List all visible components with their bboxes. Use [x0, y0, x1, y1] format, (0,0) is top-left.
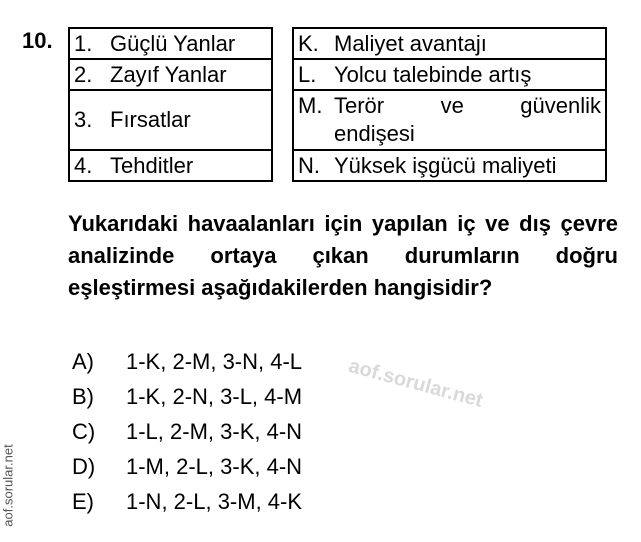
right-list-row — [293, 150, 606, 181]
right-list-table — [292, 27, 607, 182]
left-item-label: Fırsatlar — [110, 107, 191, 132]
question-text: Yukarıdaki havaalanları için yapılan iç ve dış çevre analizinde ortaya çıkan durumların doğru eşleştirmesi aşağıdakilerden hangisidir? — [68, 211, 618, 300]
right-item-label: Yüksek işgücü maliyeti — [334, 152, 557, 178]
answer-option-e[interactable] — [72, 484, 302, 519]
right-item-label-part: Terör — [334, 93, 385, 118]
answer-option-a[interactable] — [72, 344, 302, 379]
option-text: 1-M, 2-L, 3-K, 4-N — [126, 454, 303, 479]
option-letter: D) — [72, 454, 96, 479]
right-list-row — [293, 90, 606, 150]
right-item-line — [298, 92, 601, 120]
left-list-item — [69, 90, 272, 150]
option-text: 1-K, 2-M, 3-N, 4-L — [126, 349, 303, 374]
left-list-item — [69, 28, 272, 59]
left-item-label: Güçlü Yanlar — [110, 30, 236, 56]
right-item-key: N. — [298, 152, 320, 178]
left-list-row — [69, 150, 272, 181]
right-list-item — [293, 90, 606, 150]
answer-option-d[interactable] — [72, 449, 302, 484]
right-item-key: L. — [298, 61, 317, 87]
answer-option-c[interactable] — [72, 414, 302, 449]
option-letter: B) — [72, 384, 94, 409]
right-item-label-part: güvenlik — [520, 93, 601, 118]
right-item-key-segment — [298, 92, 384, 120]
right-item-label: Maliyet avantajı — [334, 30, 487, 56]
left-item-label: Zayıf Yanlar — [110, 61, 227, 87]
option-text: 1-L, 2-M, 3-K, 4-N — [126, 419, 303, 444]
watermark: aof.sorular.net — [346, 355, 486, 412]
right-list-row — [293, 28, 606, 59]
right-item-label: Yolcu talebinde artış — [334, 61, 532, 87]
option-letter: A) — [72, 349, 94, 374]
left-list-table — [68, 27, 273, 182]
left-item-key: 4. — [74, 152, 93, 178]
left-list-row — [69, 90, 272, 150]
right-item-label-part: endişesi — [334, 121, 415, 146]
left-list-row — [69, 28, 272, 59]
question-number: 10. — [22, 28, 53, 53]
right-list-row — [293, 59, 606, 90]
left-list-row — [69, 59, 272, 90]
right-list-item — [293, 150, 606, 181]
option-text: 1-N, 2-L, 3-M, 4-K — [126, 489, 303, 514]
left-item-label: Tehditler — [110, 152, 194, 178]
side-watermark: aof.sorular.net — [0, 444, 16, 527]
left-item-key: 1. — [74, 30, 93, 56]
option-text: 1-K, 2-N, 3-L, 4-M — [126, 384, 303, 409]
left-item-key: 3. — [74, 107, 93, 132]
left-list-item — [69, 150, 272, 181]
right-list-item — [293, 28, 606, 59]
answer-options — [72, 344, 302, 519]
right-item-key: M. — [298, 93, 323, 118]
right-item-line — [298, 120, 601, 148]
option-letter: E) — [72, 489, 94, 514]
left-item-key: 2. — [74, 61, 93, 87]
right-item-key: K. — [298, 30, 319, 56]
left-list-item — [69, 59, 272, 90]
right-item-label-part: ve — [440, 93, 464, 118]
option-letter: C) — [72, 419, 96, 444]
right-list-item — [293, 59, 606, 90]
answer-option-b[interactable] — [72, 379, 302, 414]
